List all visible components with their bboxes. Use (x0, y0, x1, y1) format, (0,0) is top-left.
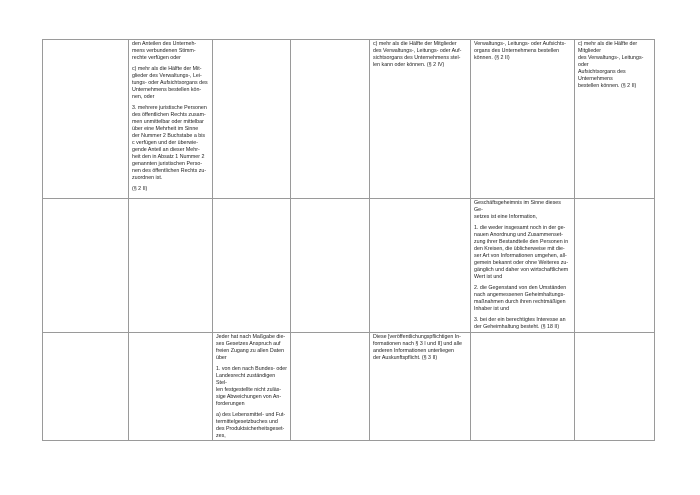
table-cell (575, 40, 655, 199)
table-row (43, 199, 655, 333)
table-cell (129, 199, 213, 333)
table-cell (575, 199, 655, 333)
comparison-table (42, 39, 655, 441)
table-cell (213, 40, 291, 199)
cell-paragraph: c) mehr als die Hälfte der Mitglieder des Verwaltungs-, Leitungs- oder Aufsichtsorgans des Unternehmens bestellen können. (§ 2 II) (578, 41, 644, 89)
table-cell (471, 333, 575, 441)
cell-paragraph: 3. mehrere juristische Personen des öffentlichen Rechts zusam- men unmittelbar oder mittelbar über eine Mehrheit im Sinne der Nummer 2 Buchstabe a bis c verfügen und der überwie- gende Anteil an dieser Mehr- heit den in Absatz 1 Nummer 2 genannten juristischen Perso- nen des öffentlichen Rechts zu- zuordnen ist. (132, 105, 207, 181)
cell-paragraph: Diese [veröffentlichungspflichtigen In- formationen nach § 3 I und II] und alle anderen Informationen unterliegen der Auskunftspflicht. (§ 3 II) (373, 334, 462, 361)
cell-paragraph: (§ 2 II) (132, 186, 148, 192)
table-cell (471, 40, 575, 199)
table-cell (213, 199, 291, 333)
table-cell (291, 333, 370, 441)
table-cell (213, 333, 291, 441)
cell-paragraph: 1. die weder insgesamt noch in der ge- nauen Anordnung und Zusammenset- zung ihrer Bestandteile den Personen in den Kreisen, die üblicherweise mit die- ser Art von Informationen umgehen, all- gemein bekannt oder ohne Weiteres zu- gänglich und daher von wirtschaftlichem Wert ist und (474, 225, 569, 280)
table-cell (575, 333, 655, 441)
table-cell (370, 199, 471, 333)
cell-paragraph: a) des Lebensmittel- und Fut- termittelgesetzbuches und des Produktsicherheitsgeset- zes, (216, 412, 286, 439)
cell-paragraph: c) mehr als die Hälfte der Mit- glieder des Verwaltungs-, Lei- tungs- oder Aufsichtsorgans des Unternehmens bestellen kön- nen, oder (132, 66, 208, 100)
cell-paragraph: c) mehr als die Hälfte der Mitglieder des Verwaltungs-, Leitungs- oder Auf- sichtsorgans des Unternehmens stel- len kann oder können. (§ 2 IV) (373, 41, 462, 68)
cell-paragraph: Jeder hat nach Maßgabe die- ses Gesetzes Anspruch auf freien Zugang zu allen Daten über (216, 334, 286, 361)
table-cell (43, 40, 129, 199)
cell-paragraph: Geschäftsgeheimnis im Sinne dieses Ge- setzes ist eine Information, (474, 200, 561, 220)
cell-paragraph: 1. von den nach Bundes- oder Landesrecht zuständigen Stel- len festgestellte nicht zuläs- sige Abweichungen von An- forderungen (216, 366, 287, 407)
table-row (43, 40, 655, 199)
cell-paragraph: Verwaltungs-, Leitungs- oder Aufsichts- organs des Unternehmens bestellen können. (§ 2 II) (474, 41, 566, 61)
table-cell (471, 199, 575, 333)
table-cell (43, 333, 129, 441)
table-cell (291, 40, 370, 199)
cell-paragraph: 3. bei der ein berechtigtes Interesse an der Geheimhaltung besteht. (§ 18 II) (474, 317, 566, 330)
table-cell (370, 40, 471, 199)
table-cell (370, 333, 471, 441)
table-cell (129, 40, 213, 199)
table-cell (129, 333, 213, 441)
table-row (43, 333, 655, 441)
table-cell (291, 199, 370, 333)
cell-paragraph: den Anteilen des Unterneh- mens verbundenen Stimm- rechte verfügen oder (132, 41, 197, 61)
cell-paragraph: 2. die Gegenstand von den Umständen nach angemessenen Geheimhaltungs- maßnahmen durch ihren rechtmäßigen Inhaber ist und (474, 285, 567, 312)
table-cell (43, 199, 129, 333)
